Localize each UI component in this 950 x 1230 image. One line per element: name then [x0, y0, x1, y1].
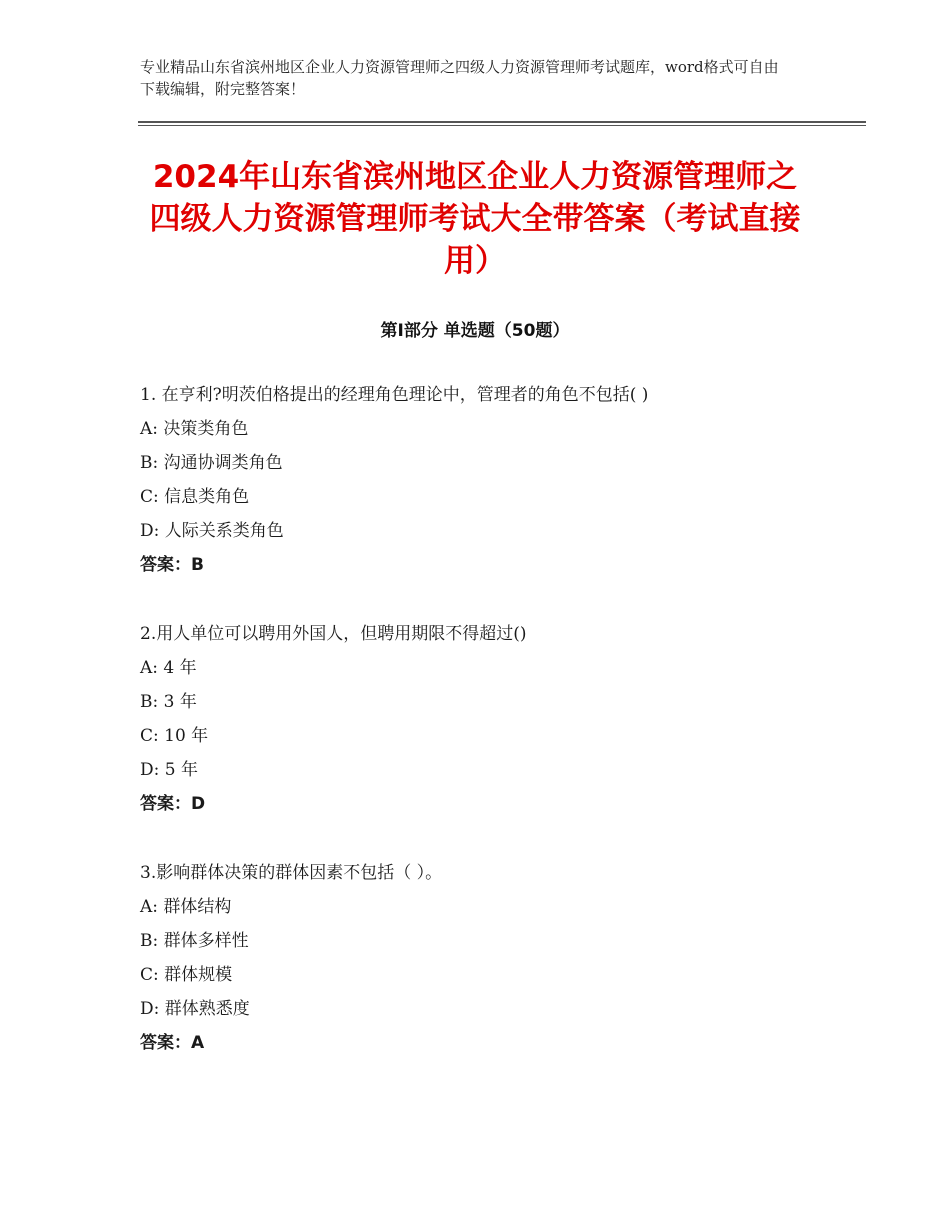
question-block [140, 856, 840, 1060]
option-b: B: 沟通协调类角色 [140, 453, 283, 473]
option-d: D: 群体熟悉度 [140, 999, 250, 1019]
option-c: C: 信息类角色 [140, 487, 250, 507]
option-a: A: 决策类角色 [140, 419, 249, 439]
question-stem: 2.用人单位可以聘用外国人，但聘用期限不得超过() [140, 624, 527, 644]
section-title: 第Ⅰ部分 单选题（50题） [380, 321, 570, 341]
option-b: B: 3 年 [140, 692, 197, 712]
option-c: C: 群体规模 [140, 965, 233, 985]
answer-line: 答案：B [140, 555, 204, 575]
question-stem: 3.影响群体决策的群体因素不包括（ ）。 [140, 863, 443, 883]
answer-line: 答案：A [140, 1033, 205, 1053]
answer-line: 答案：D [140, 794, 206, 814]
option-a: A: 群体结构 [140, 897, 232, 917]
question-block [140, 617, 840, 821]
option-a: A: 4 年 [140, 658, 197, 678]
header-note: 专业精品山东省滨州地区企业人力资源管理师之四级人力资源管理师考试题库，word格式可自由下载编辑，附完整答案！ [140, 58, 779, 98]
header-divider-thin [138, 125, 866, 126]
document-title: 2024年山东省滨州地区企业人力资源管理师之四级人力资源管理师考试大全带答案（考试直接用） [149, 159, 801, 279]
option-c: C: 10 年 [140, 726, 209, 746]
question-stem: 1. 在亨利?明茨伯格提出的经理角色理论中，管理者的角色不包括( ) [140, 385, 649, 405]
option-d: D: 人际关系类角色 [140, 521, 284, 541]
header-divider-thick [138, 121, 866, 123]
option-d: D: 5 年 [140, 760, 198, 780]
question-block [140, 378, 840, 582]
option-b: B: 群体多样性 [140, 931, 249, 951]
